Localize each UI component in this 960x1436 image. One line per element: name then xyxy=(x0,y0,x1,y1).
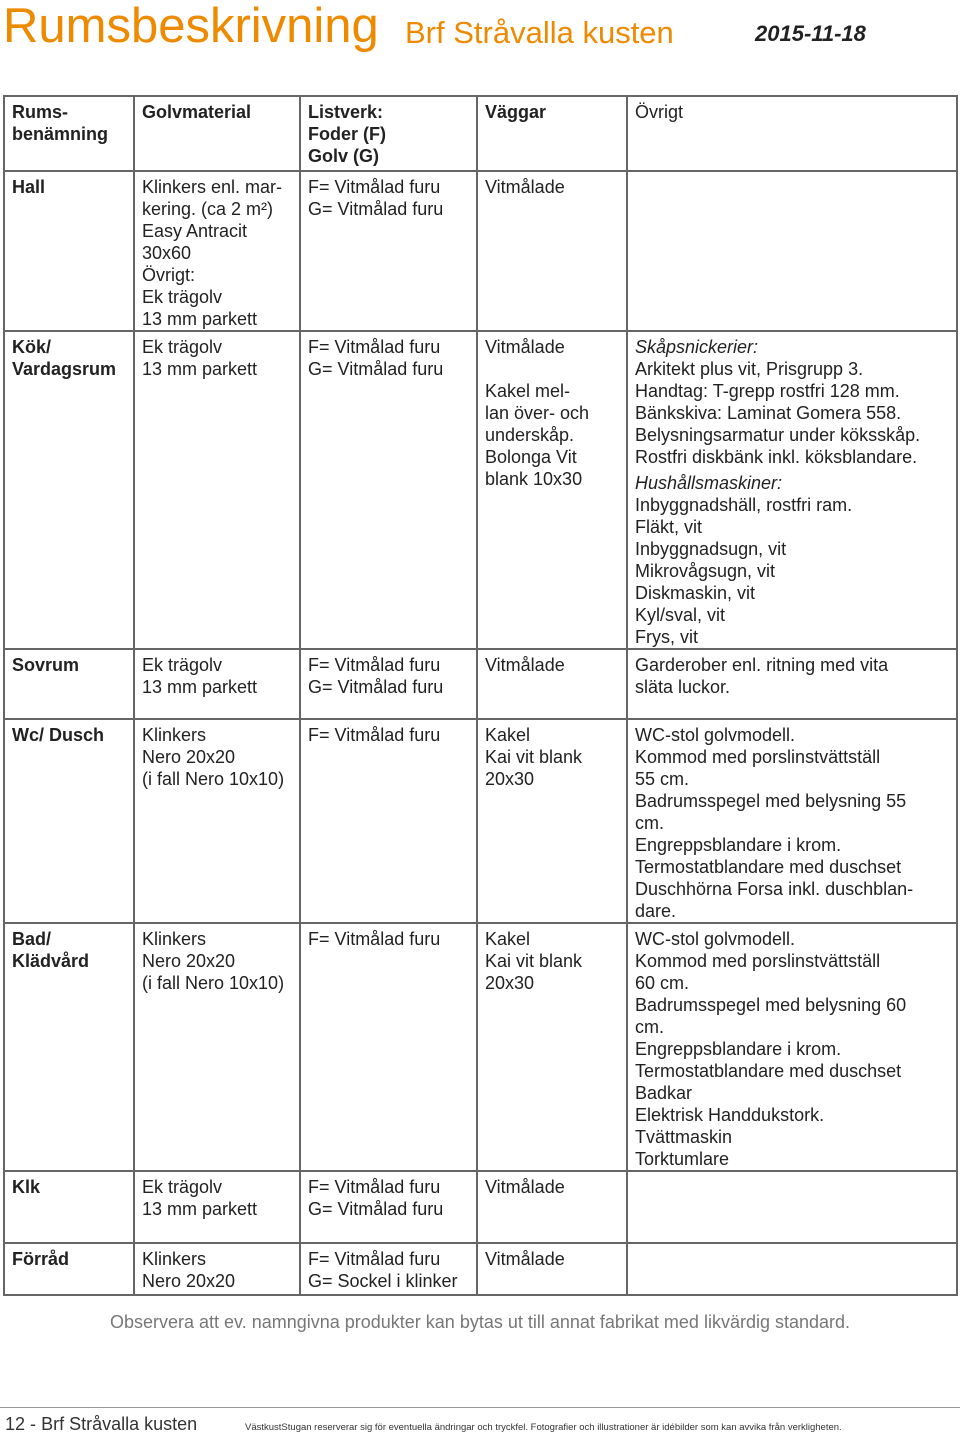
cell-line: Wc/ Dusch xyxy=(12,725,105,745)
cell-line: Ek trägolv xyxy=(142,655,223,675)
cell-line: 13 mm parkett xyxy=(142,359,258,379)
cell-line: Klinkers xyxy=(142,929,207,949)
cell-walls xyxy=(477,649,627,719)
cell-line: Ek trägolv xyxy=(142,337,223,357)
cell-floor-material xyxy=(134,719,300,923)
column-header-line: Listverk: xyxy=(308,102,384,122)
table-row xyxy=(4,649,957,719)
cell-line: Bänkskiva: Laminat Gomera 558. xyxy=(635,403,902,423)
page-number: 12 xyxy=(5,1414,26,1434)
cell-line: blank 10x30 xyxy=(485,469,583,489)
footer-disclaimer: VästkustStugan reserverar sig för eventuella ändringar och tryckfel. Fotografier och illustrationer är idébilder som kan avvika från verkligheten. xyxy=(245,1422,842,1433)
cell-floor-material xyxy=(134,649,300,719)
cell-line: F= Vitmålad furu xyxy=(308,929,441,949)
cell-line: Klädvård xyxy=(12,951,90,971)
cell-line: Nero 20x20 xyxy=(142,951,236,971)
cell-line: Ek trägolv xyxy=(142,1177,223,1197)
cell-walls xyxy=(477,923,627,1171)
cell-other xyxy=(627,171,957,331)
cell-floor-material xyxy=(134,1171,300,1243)
cell-paragraph xyxy=(485,380,622,490)
cell-line: Rostfri diskbänk inkl. köksblandare. xyxy=(635,447,918,467)
cell-line: Engreppsblandare i krom. xyxy=(635,1039,842,1059)
cell-floor-material xyxy=(134,1243,300,1295)
cell-room-name xyxy=(4,331,134,649)
cell-line: F= Vitmålad furu xyxy=(308,1249,441,1269)
disclaimer-note: Observera att ev. namngivna produkter kan bytas ut till annat fabrikat med likvärdig standard. xyxy=(109,1312,851,1332)
column-header-other xyxy=(627,96,957,171)
cell-room-name xyxy=(4,649,134,719)
cell-other xyxy=(627,331,957,649)
cell-line: Badrumsspegel med belysning 60 xyxy=(635,995,907,1015)
cell-line: underskåp. xyxy=(485,425,575,445)
cell-line: Arkitekt plus vit, Prisgrupp 3. xyxy=(635,359,864,379)
cell-line: Klinkers xyxy=(142,1249,207,1269)
cell-line: Frys, vit xyxy=(635,627,698,647)
cell-line: Engreppsblandare i krom. xyxy=(635,835,842,855)
cell-room-name xyxy=(4,1243,134,1295)
cell-line: Tvättmaskin xyxy=(635,1127,733,1147)
footer-page-label xyxy=(5,1413,197,1435)
cell-other xyxy=(627,1171,957,1243)
cell-line: Elektrisk Handdukstork. xyxy=(635,1105,825,1125)
cell-line: Diskmaskin, vit xyxy=(635,583,756,603)
cell-walls xyxy=(477,331,627,649)
cell-floor-material xyxy=(134,923,300,1171)
cell-line: lan över- och xyxy=(485,403,590,423)
footer-separator: - xyxy=(30,1414,37,1434)
cell-line: Kai vit blank xyxy=(485,747,583,767)
table-row xyxy=(4,171,957,331)
section-heading: Hushållsmaskiner: xyxy=(635,473,783,493)
page-title: Rumsbeskrivning xyxy=(3,0,379,53)
table-row xyxy=(4,923,957,1171)
cell-line: dare. xyxy=(635,901,677,921)
column-header-trim xyxy=(300,96,477,171)
cell-line: Kommod med porslinstvättställ xyxy=(635,951,881,971)
cell-line: Belysningsarmatur under köksskåp. xyxy=(635,425,921,445)
cell-walls xyxy=(477,171,627,331)
cell-line: Klk xyxy=(12,1177,41,1197)
cell-line: 30x60 xyxy=(142,243,192,263)
cell-line: 20x30 xyxy=(485,973,535,993)
cell-line: Bolonga Vit xyxy=(485,447,577,467)
cell-line: Förråd xyxy=(12,1249,70,1269)
cell-other xyxy=(627,923,957,1171)
cell-line: Fläkt, vit xyxy=(635,517,703,537)
cell-line: Termostatblandare med duschset xyxy=(635,857,902,877)
footer-divider xyxy=(0,1407,960,1408)
cell-trim xyxy=(300,719,477,923)
column-header-line: Övrigt xyxy=(635,102,684,122)
cell-line: Klinkers enl. mar- xyxy=(142,177,283,197)
document-date: 2015-11-18 xyxy=(755,21,866,46)
cell-line: kering. (ca 2 m²) xyxy=(142,199,274,219)
table-header-row xyxy=(4,96,957,171)
cell-line: Sovrum xyxy=(12,655,80,675)
cell-line: Torktumlare xyxy=(635,1149,730,1169)
cell-line: cm. xyxy=(635,1017,664,1037)
cell-line: Mikrovågsugn, vit xyxy=(635,561,776,581)
cell-floor-material xyxy=(134,331,300,649)
cell-trim xyxy=(300,923,477,1171)
cell-line: 13 mm parkett xyxy=(142,1199,258,1219)
table-header xyxy=(4,96,957,171)
cell-trim xyxy=(300,331,477,649)
column-header-floor-material xyxy=(134,96,300,171)
cell-line: Kök/ xyxy=(12,337,52,357)
cell-line: G= Vitmålad furu xyxy=(308,359,444,379)
table-row xyxy=(4,719,957,923)
cell-line: 20x30 xyxy=(485,769,535,789)
cell-walls xyxy=(477,719,627,923)
cell-line: Nero 20x20 xyxy=(142,747,236,767)
cell-section xyxy=(635,336,952,468)
cell-line: (i fall Nero 10x10) xyxy=(142,973,285,993)
cell-line: cm. xyxy=(635,813,664,833)
cell-line: Termostatblandare med duschset xyxy=(635,1061,902,1081)
cell-line: Inbyggnadsugn, vit xyxy=(635,539,787,559)
cell-line: Vitmålade xyxy=(485,337,565,357)
cell-other xyxy=(627,1243,957,1295)
cell-line: Vitmålade xyxy=(485,1249,565,1269)
cell-line: G= Vitmålad furu xyxy=(308,1199,444,1219)
cell-line: Klinkers xyxy=(142,725,207,745)
cell-line: Badrumsspegel med belysning 55 xyxy=(635,791,907,811)
cell-line: F= Vitmålad furu xyxy=(308,725,441,745)
cell-line: Handtag: T-grepp rostfri 128 mm. xyxy=(635,381,900,401)
cell-room-name xyxy=(4,171,134,331)
cell-trim xyxy=(300,649,477,719)
cell-line: Vitmålade xyxy=(485,1177,565,1197)
cell-line: Easy Antracit xyxy=(142,221,248,241)
cell-line: Badkar xyxy=(635,1083,693,1103)
table-body xyxy=(4,171,957,1295)
cell-room-name xyxy=(4,1171,134,1243)
column-header-line: Golv (G) xyxy=(308,146,379,166)
cell-line: F= Vitmålad furu xyxy=(308,177,441,197)
cell-other xyxy=(627,649,957,719)
table-row xyxy=(4,1171,957,1243)
cell-line: WC-stol golvmodell. xyxy=(635,725,796,745)
cell-line: Kakel xyxy=(485,725,531,745)
cell-line: Kakel mel- xyxy=(485,381,571,401)
room-description-table xyxy=(3,95,958,1296)
footer-project-name: Brf Stråvalla kusten xyxy=(41,1414,198,1434)
section-heading: Skåpsnickerier: xyxy=(635,337,759,357)
cell-line: Duschhörna Forsa inkl. duschblan- xyxy=(635,879,914,899)
cell-line: Vitmålade xyxy=(485,655,565,675)
cell-trim xyxy=(300,171,477,331)
cell-line: 13 mm parkett xyxy=(142,677,258,697)
cell-line: 13 mm parkett xyxy=(142,309,258,329)
cell-line: Bad/ xyxy=(12,929,52,949)
cell-trim xyxy=(300,1243,477,1295)
cell-line: Kyl/sval, vit xyxy=(635,605,726,625)
project-name: Brf Stråvalla kusten xyxy=(405,15,674,50)
cell-line: Hall xyxy=(12,177,46,197)
column-header-line: Väggar xyxy=(485,102,547,122)
cell-paragraph xyxy=(485,336,622,358)
cell-line: F= Vitmålad furu xyxy=(308,337,441,357)
cell-line: Garderober enl. ritning med vita xyxy=(635,655,889,675)
cell-walls xyxy=(477,1243,627,1295)
table-row xyxy=(4,1243,957,1295)
cell-line: G= Vitmålad furu xyxy=(308,677,444,697)
cell-line: Kakel xyxy=(485,929,531,949)
column-header-line: Foder (F) xyxy=(308,124,386,144)
cell-line: (i fall Nero 10x10) xyxy=(142,769,285,789)
column-header-room-name xyxy=(4,96,134,171)
cell-line: Vitmålade xyxy=(485,177,565,197)
column-header-line: benämning xyxy=(12,124,109,144)
cell-section xyxy=(635,472,952,648)
cell-line: Vardagsrum xyxy=(12,359,117,379)
cell-walls xyxy=(477,1171,627,1243)
cell-trim xyxy=(300,1171,477,1243)
cell-line: 55 cm. xyxy=(635,769,690,789)
cell-line: G= Vitmålad furu xyxy=(308,199,444,219)
cell-line: G= Sockel i klinker xyxy=(308,1271,458,1291)
cell-line: Ek trägolv xyxy=(142,287,223,307)
cell-line: Övrigt: xyxy=(142,265,196,285)
cell-line: WC-stol golvmodell. xyxy=(635,929,796,949)
cell-floor-material xyxy=(134,171,300,331)
cell-line: Nero 20x20 xyxy=(142,1271,236,1291)
table-row xyxy=(4,331,957,649)
cell-line: F= Vitmålad furu xyxy=(308,1177,441,1197)
cell-line: 60 cm. xyxy=(635,973,690,993)
cell-line: Kommod med porslinstvättställ xyxy=(635,747,881,767)
column-header-line: Rums- xyxy=(12,102,69,122)
cell-line: släta luckor. xyxy=(635,677,731,697)
column-header-line: Golvmaterial xyxy=(142,102,252,122)
cell-room-name xyxy=(4,923,134,1171)
cell-line: Inbyggnadshäll, rostfri ram. xyxy=(635,495,853,515)
cell-other xyxy=(627,719,957,923)
cell-line: Kai vit blank xyxy=(485,951,583,971)
cell-room-name xyxy=(4,719,134,923)
cell-line: F= Vitmålad furu xyxy=(308,655,441,675)
column-header-walls xyxy=(477,96,627,171)
